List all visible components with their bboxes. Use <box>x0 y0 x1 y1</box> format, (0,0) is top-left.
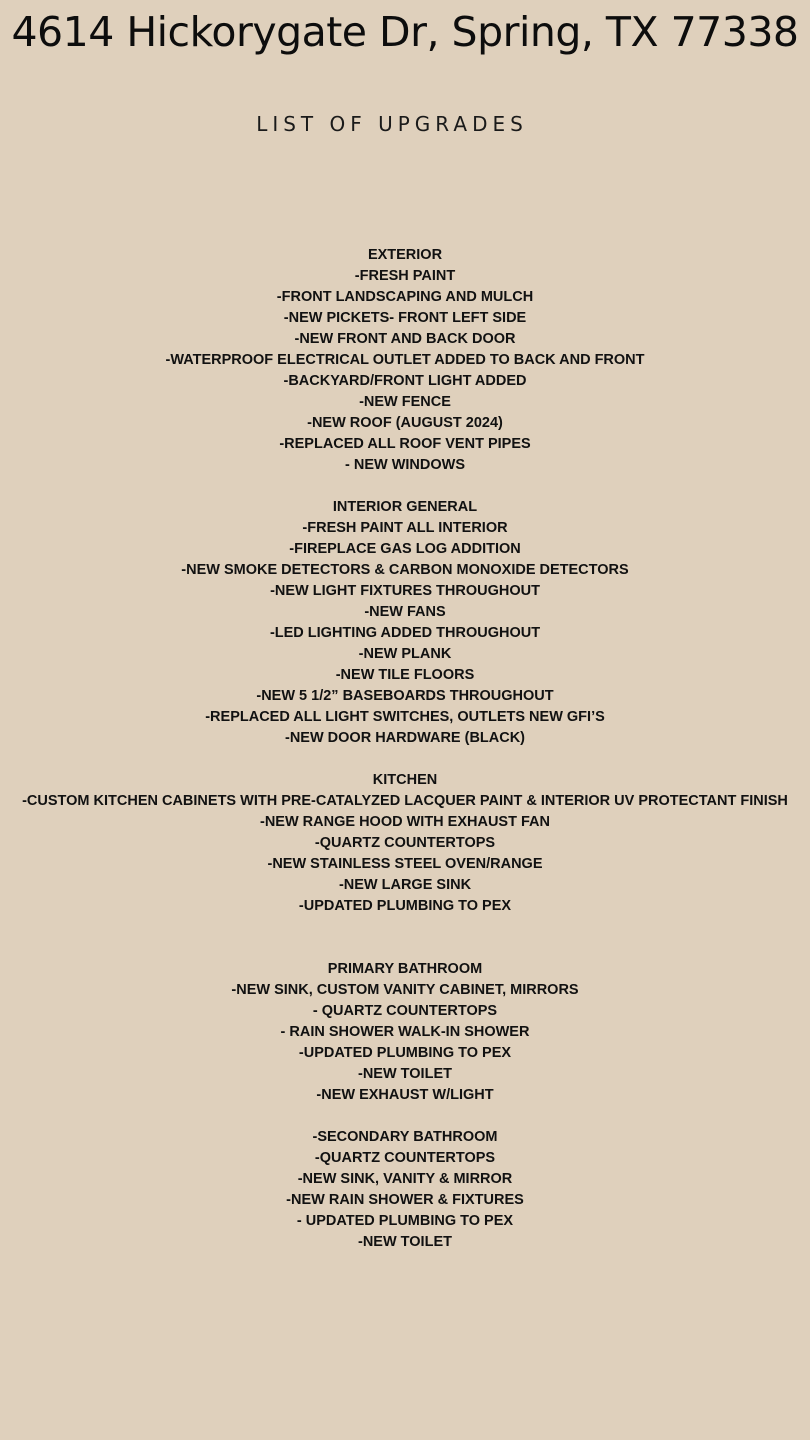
list-item: -FIREPLACE GAS LOG ADDITION <box>289 541 521 557</box>
list-item: -NEW SINK, VANITY & MIRROR <box>297 1171 513 1187</box>
section-heading-exterior: EXTERIOR <box>367 247 443 263</box>
list-item: -CUSTOM KITCHEN CABINETS WITH PRE-CATALYZED LACQUER PAINT & INTERIOR UV PROTECTANT FINISH <box>22 793 788 809</box>
section-heading-primary-bathroom: PRIMARY BATHROOM <box>327 961 483 977</box>
section-heading-secondary-bathroom: -SECONDARY BATHROOM <box>312 1129 498 1145</box>
list-item: -FRONT LANDSCAPING AND MULCH <box>276 289 534 305</box>
list-item: -NEW PICKETS- FRONT LEFT SIDE <box>283 310 527 326</box>
section-interior-general <box>0 497 810 749</box>
list-item: -NEW TOILET <box>358 1066 452 1082</box>
list-item: -FRESH PAINT ALL INTERIOR <box>302 520 508 536</box>
list-item: -REPLACED ALL LIGHT SWITCHES, OUTLETS NEW GFI’S <box>205 709 605 725</box>
section-heading-kitchen: KITCHEN <box>372 772 438 788</box>
list-item: -NEW RAIN SHOWER & FIXTURES <box>286 1192 524 1208</box>
list-item: -NEW SINK, CUSTOM VANITY CABINET, MIRRORS <box>231 982 579 998</box>
list-item: -WATERPROOF ELECTRICAL OUTLET ADDED TO BACK AND FRONT <box>165 352 645 368</box>
section-secondary-bathroom <box>0 1127 810 1253</box>
upgrades-list <box>0 245 810 1253</box>
list-item: -NEW LIGHT FIXTURES THROUGHOUT <box>270 583 540 599</box>
list-item: -NEW SMOKE DETECTORS & CARBON MONOXIDE DETECTORS <box>181 562 629 578</box>
list-item: -UPDATED PLUMBING TO PEX <box>298 1045 512 1061</box>
list-item: -REPLACED ALL ROOF VENT PIPES <box>279 436 531 452</box>
list-item: -NEW STAINLESS STEEL OVEN/RANGE <box>267 856 543 872</box>
list-item: - RAIN SHOWER WALK-IN SHOWER <box>280 1024 530 1040</box>
list-item: -QUARTZ COUNTERTOPS <box>314 1150 496 1166</box>
list-item: -NEW TILE FLOORS <box>335 667 475 683</box>
list-item: - NEW WINDOWS <box>344 457 465 473</box>
list-item: -BACKYARD/FRONT LIGHT ADDED <box>283 373 527 389</box>
section-heading-interior-general: INTERIOR GENERAL <box>332 499 478 515</box>
list-item: - UPDATED PLUMBING TO PEX <box>296 1213 514 1229</box>
list-item: -LED LIGHTING ADDED THROUGHOUT <box>269 625 541 641</box>
upgrades-subtitle: LIST OF UPGRADES <box>256 112 528 136</box>
list-item: -UPDATED PLUMBING TO PEX <box>298 898 512 914</box>
section-exterior <box>0 245 810 476</box>
list-item: -NEW FENCE <box>359 394 451 410</box>
list-item: - QUARTZ COUNTERTOPS <box>312 1003 498 1019</box>
section-kitchen <box>0 770 810 917</box>
list-item: -NEW FRONT AND BACK DOOR <box>294 331 516 347</box>
list-item: -NEW ROOF (AUGUST 2024) <box>307 415 503 431</box>
list-item: -QUARTZ COUNTERTOPS <box>314 835 496 851</box>
list-item: -NEW 5 1/2” BASEBOARDS THROUGHOUT <box>256 688 554 704</box>
list-item: -NEW DOOR HARDWARE (BLACK) <box>284 730 526 746</box>
section-primary-bathroom <box>0 959 810 1106</box>
list-item: -NEW LARGE SINK <box>338 877 472 893</box>
list-item: -NEW EXHAUST W/LIGHT <box>316 1087 494 1103</box>
list-item: -NEW PLANK <box>358 646 452 662</box>
list-item: -NEW RANGE HOOD WITH EXHAUST FAN <box>260 814 550 830</box>
list-item: -NEW TOILET <box>358 1234 452 1250</box>
list-item: -FRESH PAINT <box>354 268 456 284</box>
address-title: 4614 Hickorygate Dr, Spring, TX 77338 <box>11 8 799 56</box>
list-item: -NEW FANS <box>364 604 446 620</box>
